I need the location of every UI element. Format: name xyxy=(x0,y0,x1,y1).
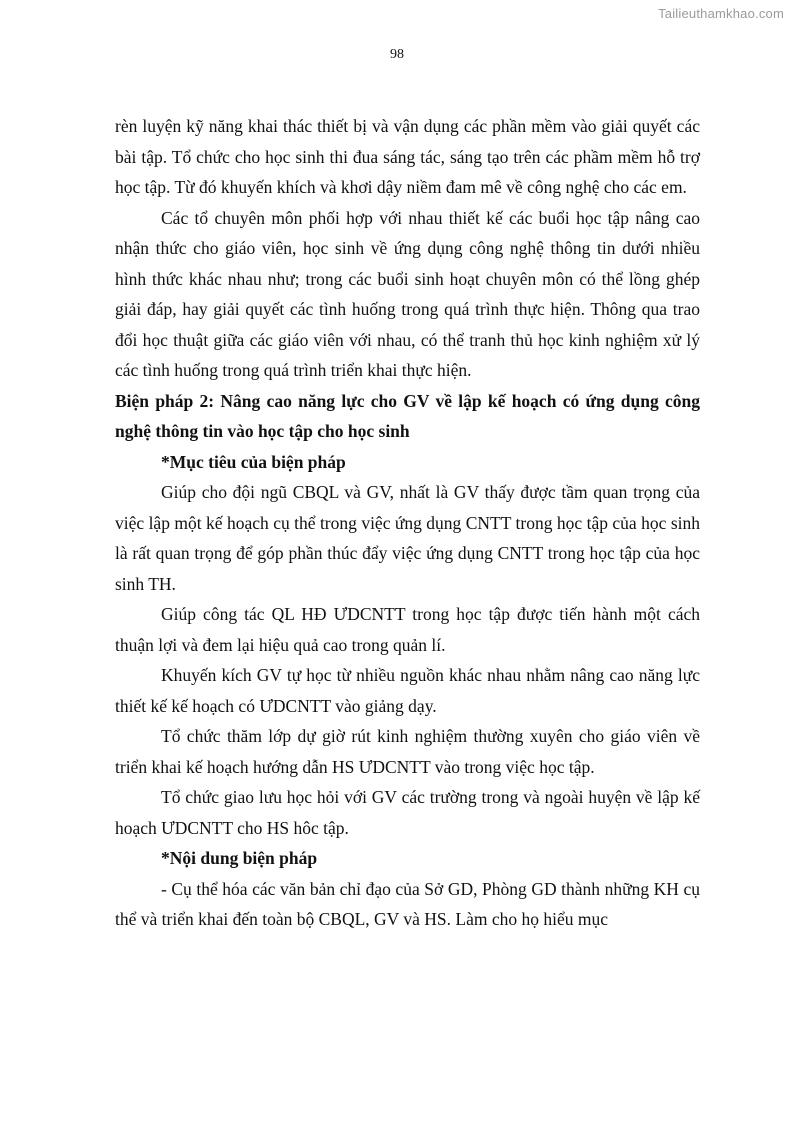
paragraph-objective-5: Tổ chức giao lưu học hỏi với GV các trường trong và ngoài huyện về lập kế hoạch ƯDCNTT cho HS hôc tập. xyxy=(115,787,700,838)
paragraph-objective-2: Giúp công tác QL HĐ ƯDCNTT trong học tập được tiến hành một cách thuận lợi và đem lại hiệu quả cao trong quản lí. xyxy=(115,604,700,655)
paragraph-objective-1: Giúp cho đội ngũ CBQL và GV, nhất là GV thấy được tầm quan trọng của việc lập một kế hoạch cụ thể trong việc ứng dụng CNTT trong học tập của học sinh là rất quan trọng để góp phần thúc đẩy việc ứng dụng CNTT trong học tập của học sinh TH. xyxy=(115,482,700,594)
paragraph-content-1: - Cụ thể hóa các văn bản chỉ đạo của Sở GD, Phòng GD thành những KH cụ thể và triển khai đến toàn bộ CBQL, GV và HS. Làm cho họ hiểu mục xyxy=(115,878,700,929)
subheading-content: *Nội dung biện pháp xyxy=(161,848,318,868)
page-number: 98 xyxy=(390,47,404,62)
section-heading-measure-2: Biện pháp 2: Nâng cao năng lực cho GV về lập kế hoạch có ứng dụng công nghệ thông tin vào học tập cho học sinh xyxy=(115,390,700,441)
paragraph-continued: rèn luyện kỹ năng khai thác thiết bị và vận dụng các phần mềm vào giải quyết các bài tập. Tổ chức cho học sinh thi đua sáng tác, sáng tạo trên các phầm mềm hỗ trợ học tập. Từ đó khuyến khích và khơi dậy niềm đam mê về công nghệ cho các em. xyxy=(115,116,700,197)
paragraph-objective-4: Tổ chức thăm lớp dự giờ rút kinh nghiệm thường xuyên cho giáo viên về triển khai kế hoạch hướng dẫn HS ƯDCNTT vào trong việc học tập. xyxy=(115,726,700,777)
watermark: Tailieuthamkhao.com xyxy=(658,6,784,21)
subheading-objectives: *Mục tiêu của biện pháp xyxy=(161,451,346,472)
document-body xyxy=(115,111,700,935)
paragraph-specialist-groups: Các tổ chuyên môn phối hợp với nhau thiết kế các buổi học tập nâng cao nhận thức cho giáo viên, học sinh về ứng dụng công nghệ thông tin dưới nhiều hình thức khác nhau như; trong các buổi sinh hoạt chuyên môn có thể lồng ghép giải đáp, hay giải quyết các tình huống trong quá trình thực hiện. Thông qua trao đổi học thuật giữa các giáo viên với nhau, có thể tranh thủ học kinh nghiệm xử lý các tình huống trong quá trình triển khai thực hiện. xyxy=(115,207,700,380)
paragraph-objective-3: Khuyến kích GV tự học từ nhiều nguồn khác nhau nhằm nâng cao năng lực thiết kế kế hoạch có ƯDCNTT vào giảng dạy. xyxy=(115,665,700,716)
